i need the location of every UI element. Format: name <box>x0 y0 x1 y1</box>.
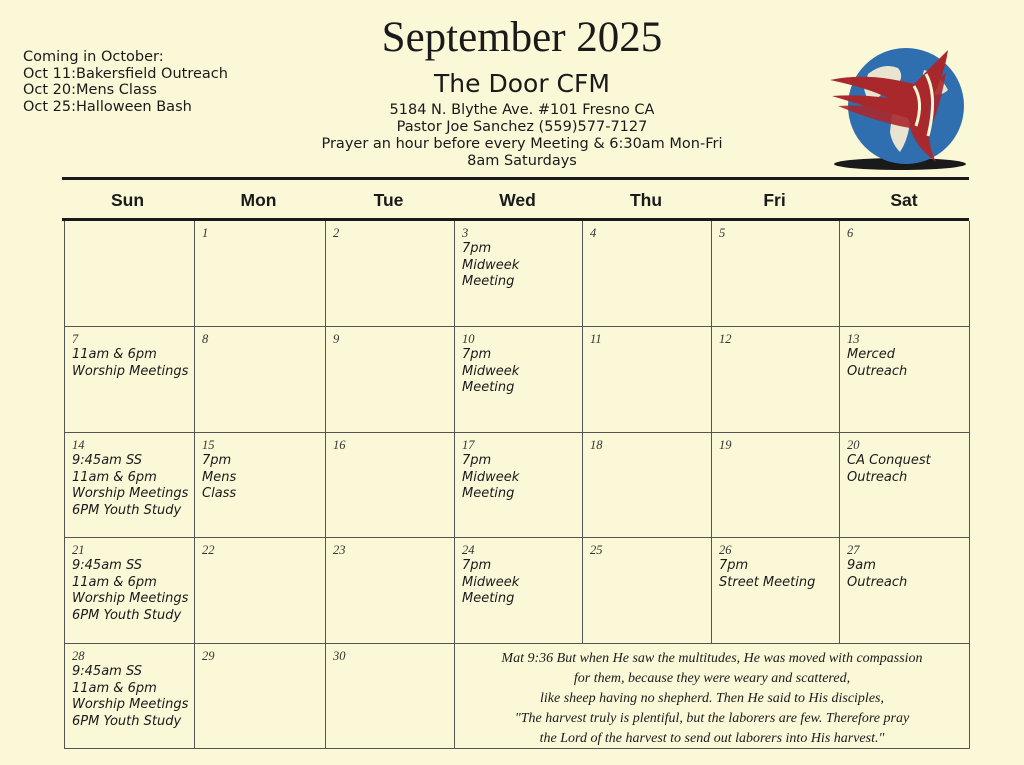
prayer-schedule: Prayer an hour before every Meeting & 6:30am Mon-Fri <box>321 136 723 152</box>
day-number: 27 <box>847 543 860 557</box>
event-line: Merced <box>847 347 895 362</box>
coming-item: Oct 20:Mens Class <box>23 82 157 98</box>
calendar-day-cell <box>712 432 840 537</box>
calendar-day-cell <box>65 537 195 643</box>
day-number: 23 <box>333 543 346 557</box>
day-number: 16 <box>333 438 346 452</box>
calendar-day-cell <box>326 326 455 432</box>
event-line: Worship Meetings <box>72 697 189 712</box>
day-number: 14 <box>72 438 85 452</box>
day-number: 7 <box>72 332 79 346</box>
event-line: Outreach <box>847 469 908 485</box>
event-line: 6PM Youth Study <box>72 713 182 729</box>
event-line: 7pm <box>462 558 492 573</box>
calendar-day-cell <box>583 326 712 432</box>
calendar-day-cell <box>840 326 970 432</box>
event-line: 7pm <box>462 453 492 468</box>
day-number: 6 <box>847 226 854 240</box>
day-number: 20 <box>847 438 860 452</box>
day-number: 2 <box>333 226 340 240</box>
day-number: 25 <box>590 543 603 557</box>
event-line: Class <box>202 486 237 501</box>
calendar-day-cell <box>455 221 583 326</box>
event-line: 11am & 6pm <box>72 347 157 362</box>
event-line: Worship Meetings <box>72 486 189 501</box>
calendar-day-cell <box>326 643 455 749</box>
event-line: Worship Meetings <box>72 363 189 379</box>
day-number: 26 <box>719 543 732 557</box>
calendar-day-cell <box>195 432 326 537</box>
day-number: 19 <box>719 438 732 452</box>
event-line: Midweek <box>462 257 520 273</box>
calendar-day-cell <box>455 537 583 643</box>
event-line: 11am & 6pm <box>72 680 157 696</box>
day-number: 24 <box>462 543 475 557</box>
day-number: 3 <box>462 226 469 240</box>
church-name: The Door CFM <box>434 69 610 98</box>
day-number: 5 <box>719 226 726 240</box>
day-number: 18 <box>590 438 603 452</box>
calendar-day-cell <box>583 537 712 643</box>
weekday-sat: Sat <box>890 190 918 210</box>
day-number: 13 <box>847 332 860 346</box>
event-line: Midweek <box>462 363 520 379</box>
event-line: Meeting <box>462 380 515 395</box>
event-line: 6PM Youth Study <box>72 607 182 623</box>
calendar-day-cell <box>583 432 712 537</box>
event-line: Meeting <box>462 486 515 501</box>
verse-line: "The harvest truly is plentiful, but the laborers are few. Therefore pray <box>514 711 910 726</box>
calendar-day-cell <box>326 537 455 643</box>
month-title: September 2025 <box>381 14 663 61</box>
day-number: 8 <box>202 332 209 346</box>
day-number: 17 <box>462 438 475 452</box>
calendar-day-cell <box>712 537 840 643</box>
day-number: 12 <box>719 332 732 346</box>
pastor-contact: Pastor Joe Sanchez (559)577-7127 <box>396 119 648 135</box>
calendar-day-cell <box>712 326 840 432</box>
event-line: Worship Meetings <box>72 591 189 606</box>
scripture-verse-box <box>455 643 970 749</box>
weekday-thu: Thu <box>629 190 663 210</box>
weekday-wed: Wed <box>499 190 536 210</box>
verse-line: the Lord of the harvest to send out laborers into His harvest." <box>539 731 885 746</box>
event-line: 6PM Youth Study <box>72 502 182 518</box>
calendar-day-cell <box>65 643 195 749</box>
event-line: Outreach <box>847 363 908 379</box>
event-line: Mens <box>202 469 237 485</box>
event-line: CA Conquest <box>847 453 931 468</box>
calendar-day-cell <box>195 643 326 749</box>
coming-item: Oct 25:Halloween Bash <box>23 98 192 115</box>
weekday-headers <box>62 186 969 214</box>
calendar-day-cell <box>712 221 840 326</box>
event-line: 7pm <box>462 241 492 256</box>
calendar-day-cell <box>65 221 195 326</box>
weekday-tue: Tue <box>373 190 404 210</box>
verse-line: like sheep having no shepherd. Then He said to His disciples, <box>540 691 884 706</box>
weekday-sun: Sun <box>110 190 145 210</box>
weekday-fri: Fri <box>763 190 786 210</box>
event-line: 9:45am SS <box>72 558 142 573</box>
calendar-day-cell <box>583 221 712 326</box>
event-line: Meeting <box>462 591 515 606</box>
day-number: 28 <box>72 649 85 663</box>
day-number: 11 <box>590 332 602 346</box>
calendar-day-cell <box>455 432 583 537</box>
calendar-day-cell <box>455 326 583 432</box>
day-number: 1 <box>202 226 209 240</box>
event-line: 9:45am SS <box>72 453 142 468</box>
calendar-day-cell <box>326 221 455 326</box>
calendar-day-cell <box>840 432 970 537</box>
day-number: 30 <box>333 649 346 663</box>
verse-line: for them, because they were weary and scattered, <box>573 671 851 686</box>
calendar-day-cell <box>840 221 970 326</box>
event-line: Outreach <box>847 574 908 590</box>
day-number: 9 <box>333 332 340 346</box>
event-line: Midweek <box>462 574 520 590</box>
scripture-verse <box>463 649 961 749</box>
event-line: 7pm <box>202 453 232 468</box>
day-number: 4 <box>590 226 597 240</box>
day-number: 10 <box>462 332 475 346</box>
event-line: 9am <box>847 558 876 573</box>
calendar-day-cell <box>65 326 195 432</box>
day-number: 29 <box>202 649 215 663</box>
event-line: 9:45am SS <box>72 664 142 679</box>
day-number: 15 <box>202 438 215 452</box>
event-line: Street Meeting <box>719 574 816 590</box>
calendar-day-cell <box>326 432 455 537</box>
weekday-mon: Mon <box>240 190 277 210</box>
globe-with-flame-logo-icon <box>828 44 968 180</box>
calendar-day-cell <box>840 537 970 643</box>
calendar-day-cell <box>195 221 326 326</box>
event-line: 11am & 6pm <box>72 469 157 485</box>
header-rule-top <box>62 177 969 180</box>
day-number: 21 <box>72 543 85 557</box>
event-line: Meeting <box>462 274 515 289</box>
calendar-day-cell <box>195 537 326 643</box>
event-line: 11am & 6pm <box>72 574 157 590</box>
event-line: 7pm <box>719 558 749 573</box>
verse-line: Mat 9:36 But when He saw the multitudes, He was moved with compassion <box>501 651 923 666</box>
event-line: 7pm <box>462 347 492 362</box>
calendar-day-cell <box>65 432 195 537</box>
event-line: Midweek <box>462 469 520 485</box>
calendar-grid <box>64 221 969 749</box>
calendar-day-cell <box>195 326 326 432</box>
church-address: 5184 N. Blythe Ave. #101 Fresno CA <box>389 102 655 118</box>
coming-heading: Coming in October: <box>23 49 164 65</box>
prayer-schedule-saturday: 8am Saturdays <box>467 153 577 169</box>
coming-item: Oct 11:Bakersfield Outreach <box>23 65 228 82</box>
day-number: 22 <box>202 543 215 557</box>
